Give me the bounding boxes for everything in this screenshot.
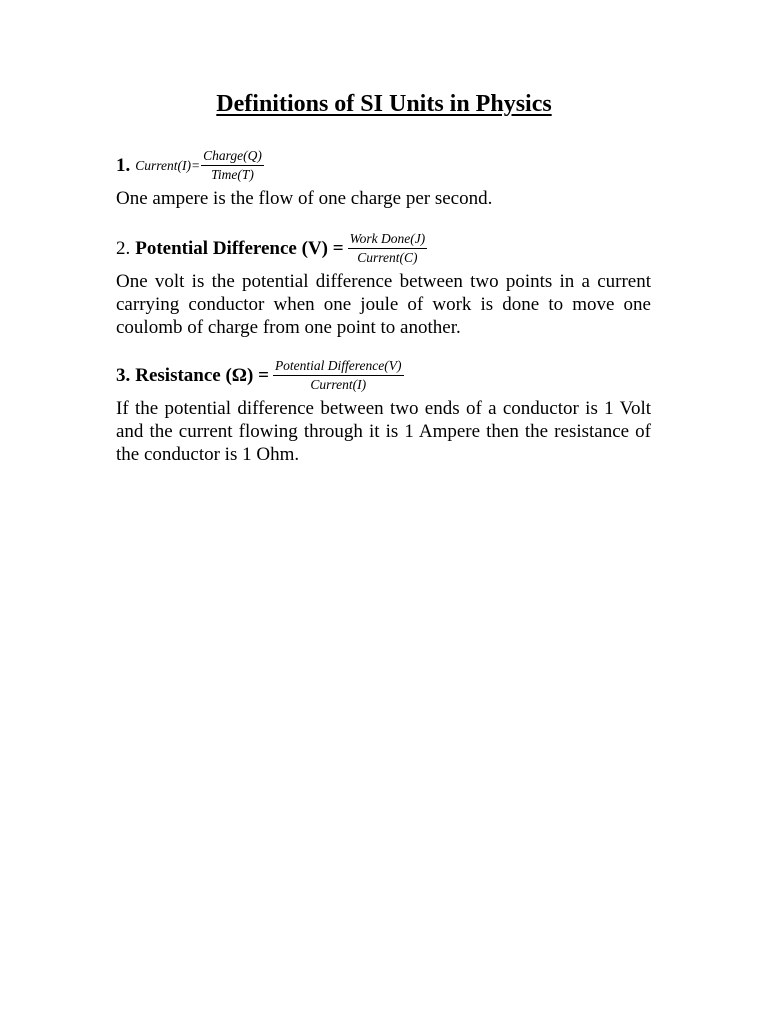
formula-current [116,148,651,183]
fraction-numerator: Work Done(J) [348,231,428,249]
fraction-denominator: Current(I) [310,377,367,392]
fraction-numerator: Charge(Q) [201,148,264,166]
section-current [116,148,651,210]
fraction [273,358,404,393]
fraction [201,148,264,183]
section-number: 3. [116,364,131,386]
section-resistance [116,358,651,466]
section-label: Resistance (Ω) = [135,364,269,386]
fraction-denominator: Time(T) [211,167,254,182]
section-number: 2. [116,237,131,259]
fraction-numerator: Potential Difference(V) [273,358,404,376]
section-number: 1. [116,154,131,176]
page-title: Definitions of SI Units in Physics [216,91,552,117]
definition-text: One ampere is the flow of one charge per second. [116,188,493,209]
definition-text: One volt is the potential difference between two points in a current carrying conductor when one joule of work is done to move one coulomb of charge from one point to another. [116,271,651,338]
formula-resistance [116,358,651,393]
section-potential-difference [116,231,651,339]
section-label: Potential Difference (V) = [135,237,344,259]
formula-lhs: Current(I)= [135,157,201,173]
definition-text: If the potential difference between two ends of a conductor is 1 Volt and the current flowing through it is 1 Ampere then the resistance of the conductor is 1 Ohm. [116,398,651,465]
fraction [348,231,428,266]
fraction-denominator: Current(C) [357,250,418,265]
formula-potential-difference [116,231,651,266]
